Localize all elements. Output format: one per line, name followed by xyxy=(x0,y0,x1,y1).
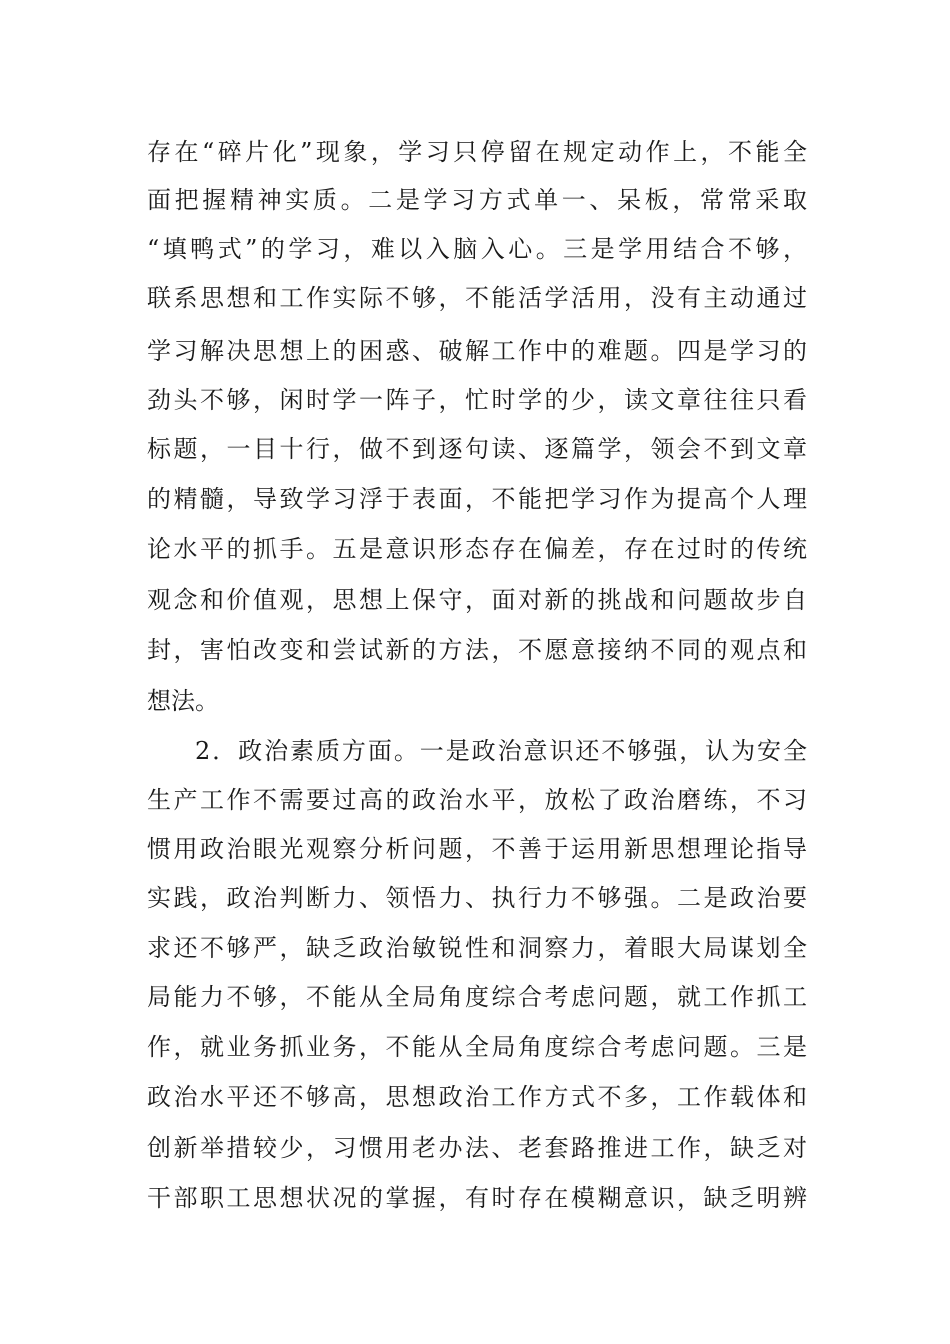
text-line: 标题，一目十行，做不到逐句读、逐篇学，领会不到文章 xyxy=(147,435,807,463)
text-line: 论水平的抓手。五是意识形态存在偏差，存在过时的传统 xyxy=(147,535,807,563)
text-line: 政治水平还不够高，思想政治工作方式不多，工作载体和 xyxy=(147,1083,807,1111)
text-line: 局能力不够，不能从全局角度综合考虑问题，就工作抓工 xyxy=(147,983,807,1011)
text-line: 想法。 xyxy=(147,687,219,715)
text-line: 观念和价值观，思想上保守，面对新的挑战和问题故步自 xyxy=(147,586,807,614)
text-line: 劲头不够，闲时学一阵子，忙时学的少，读文章往往只看 xyxy=(147,386,807,414)
text-line: 创新举措较少，习惯用老办法、老套路推进工作，缺乏对 xyxy=(147,1134,807,1162)
text-line: 生产工作不需要过高的政治水平，放松了政治磨练，不习 xyxy=(147,786,807,814)
text-line: 存在“碎片化”现象，学习只停留在规定动作上，不能全 xyxy=(147,138,807,166)
text-line: 干部职工思想状况的掌握，有时存在模糊意识，缺乏明辨 xyxy=(147,1184,807,1212)
text-line: 学习解决思想上的困惑、破解工作中的难题。四是学习的 xyxy=(147,337,807,365)
text-line: 作，就业务抓业务，不能从全局角度综合考虑问题。三是 xyxy=(147,1033,807,1061)
text-line: 惯用政治眼光观察分析问题，不善于运用新思想理论指导 xyxy=(147,835,807,863)
text-line: 求还不够严，缺乏政治敏锐性和洞察力，着眼大局谋划全 xyxy=(147,934,807,962)
text-line: 面把握精神实质。二是学习方式单一、呆板，常常采取 xyxy=(147,186,807,214)
text-line: 实践，政治判断力、领悟力、执行力不够强。二是政治要 xyxy=(147,884,807,912)
text-line: 的精髓，导致学习浮于表面，不能把学习作为提高个人理 xyxy=(147,485,807,513)
text-line: 联系思想和工作实际不够，不能活学活用，没有主动通过 xyxy=(147,284,807,312)
text-line: 封，害怕改变和尝试新的方法，不愿意接纳不同的观点和 xyxy=(147,636,807,664)
text-line: 2．政治素质方面。一是政治意识还不够强，认为安全 xyxy=(195,737,807,765)
text-line: “填鸭式”的学习，难以入脑入心。三是学用结合不够， xyxy=(147,235,807,263)
